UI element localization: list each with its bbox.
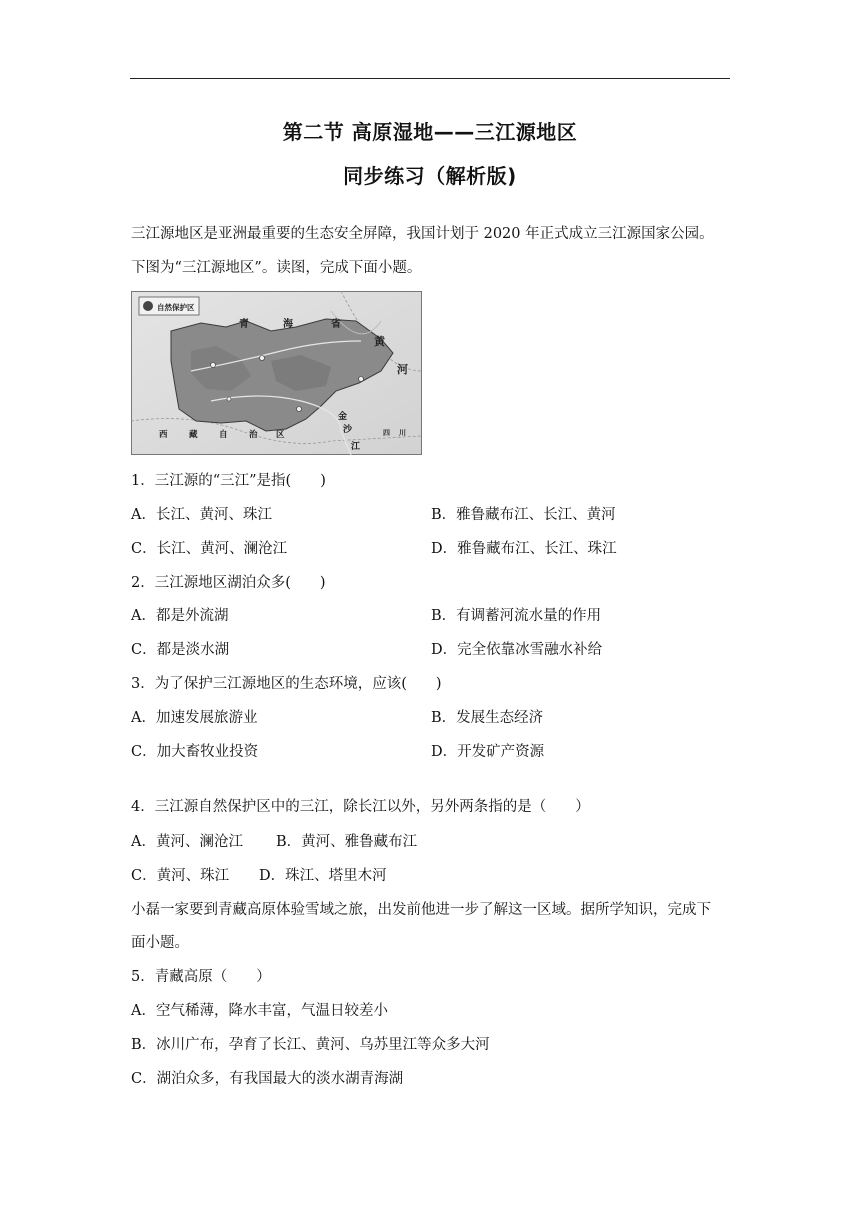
q4-option-b: B．黄河、雅鲁藏布江 — [276, 834, 418, 850]
q1-option-b: B．雅鲁藏布江、长江、黄河 — [431, 507, 616, 523]
q1-option-c: C．长江、黄河、澜沧江 — [131, 541, 288, 557]
q3-option-b: B．发展生态经济 — [431, 710, 544, 726]
map-label-si: 四 — [383, 429, 390, 437]
q2-stem: 2．三江源地区湖泊众多( ) — [131, 575, 326, 591]
q5-option-a: A．空气稀薄，降水丰富，气温日较差小 — [131, 1003, 388, 1019]
map-label-chuan: 川 — [399, 429, 406, 437]
q1-option-a: A．长江、黄河、珠江 — [131, 507, 272, 523]
map-label-sha: 沙 — [343, 425, 353, 435]
q2-option-d: D．完全依靠冰雪融水补给 — [431, 642, 603, 658]
sanjiangyuan-map — [131, 291, 422, 455]
page-title: 第二节 高原湿地——三江源地区 — [282, 120, 578, 144]
intro-line-2: 下图为“三江源地区”。读图，完成下面小题。 — [131, 260, 422, 276]
q3-option-d: D．开发矿产资源 — [431, 744, 545, 760]
q4-stem: 4．三江源自然保护区中的三江，除长江以外，另外两条指的是（ ） — [131, 799, 590, 815]
q5-option-b: B．冰川广布，孕育了长江、黄河、乌苏里江等众多大河 — [131, 1037, 490, 1053]
map-label-hai: 海 — [283, 319, 293, 330]
map-label-jiang: 江 — [351, 442, 361, 452]
q1-option-d: D．雅鲁藏布江、长江、珠江 — [431, 541, 617, 557]
q4-option-d: D．珠江、塔里木河 — [259, 868, 387, 884]
map-label-zhi: 治 — [249, 430, 258, 440]
q3-option-c: C．加大畜牧业投资 — [131, 744, 259, 760]
map-legend: 自然保护区 — [157, 303, 195, 312]
q3-stem: 3．为了保护三江源地区的生态环境，应该( ) — [131, 676, 442, 692]
map-label-sheng: 省 — [331, 319, 341, 330]
q5-option-c: C．湖泊众多，有我国最大的淡水湖青海湖 — [131, 1071, 404, 1087]
map-label-zi: 自 — [219, 430, 228, 440]
map-label-qu: 区 — [276, 430, 285, 440]
intro-line-1: 三江源地区是亚洲最重要的生态安全屏障，我国计划于 2020 年正式成立三江源国家公园。 — [131, 226, 714, 242]
header-rule — [130, 78, 730, 79]
map-label-jin: 金 — [338, 412, 348, 422]
q3-option-a: A．加速发展旅游业 — [131, 710, 258, 726]
q2-option-b: B．有调蓄河流水量的作用 — [431, 608, 602, 624]
passage2-line-1: 小磊一家要到青藏高原体验雪域之旅，出发前他进一步了解这一区域。据所学知识，完成下 — [131, 902, 711, 918]
q5-stem: 5．青藏高原（ ） — [131, 969, 271, 985]
map-label-he: 河 — [397, 363, 408, 376]
map-label-zang: 藏 — [189, 430, 198, 440]
map-label-qing: 青 — [239, 319, 249, 330]
map-label-huang: 黄 — [374, 335, 385, 348]
q1-stem: 1．三江源的“三江”是指( ) — [131, 473, 326, 489]
q2-option-a: A．都是外流湖 — [131, 608, 229, 624]
q2-option-c: C．都是淡水湖 — [131, 642, 230, 658]
q4-option-c: C．黄河、珠江 — [131, 868, 230, 884]
q4-option-a: A．黄河、澜沧江 — [131, 834, 243, 850]
map-label-xi: 西 — [159, 430, 168, 440]
passage2-line-2: 面小题。 — [131, 935, 189, 951]
page-subtitle: 同步练习（解析版) — [343, 164, 517, 188]
